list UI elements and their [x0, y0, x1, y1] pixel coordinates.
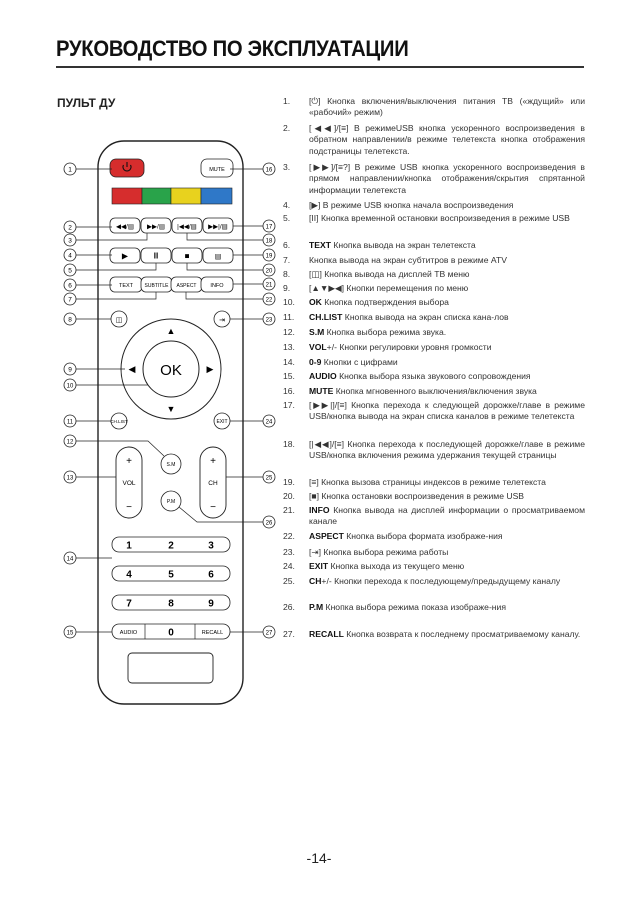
callout-6: 6 — [68, 282, 72, 290]
digit-3-key[interactable]: 3 — [208, 540, 214, 552]
volume-down[interactable]: − — [126, 502, 132, 513]
list-item: 25. CH+/- Кнопки перехода к последующему/предыдущему каналу — [283, 576, 561, 586]
list-item: 13. VOL+/- Кнопки регулировки уровня громкости — [283, 342, 492, 352]
list-item: 5. [II] Кнопка временной остановки воспроизведения в режиме USB — [283, 213, 570, 223]
channel-up[interactable]: + — [210, 456, 216, 467]
list-item: 1. [⏻] Кнопка включения/выключения питания ТВ («ждущий» или «рабочий» режим) — [283, 96, 585, 118]
digit-7-key[interactable]: 7 — [126, 598, 132, 610]
list-item: 20. [■] Кнопка остановки воспроизведения в режиме USB — [283, 491, 525, 501]
yellow-key[interactable] — [171, 188, 201, 204]
page-number: -14- — [306, 850, 332, 866]
stop-icon: ■ — [184, 251, 190, 261]
digit-8-key[interactable]: 8 — [168, 598, 174, 610]
callout-22: 22 — [265, 297, 273, 304]
callout-4: 4 — [68, 252, 72, 260]
list-item: 15. AUDIO Кнопка выбора языка звукового сопровождения — [283, 371, 531, 381]
list-item: 19. [≡] Кнопка вызова страницы индексов в режиме телетекста — [283, 477, 546, 487]
callout-21: 21 — [265, 282, 273, 289]
down-arrow-icon[interactable]: ▼ — [166, 404, 176, 414]
mute-label: MUTE — [209, 167, 225, 173]
list-item: 18. [|◀◀]/[≡] Кнопка перехода к последующей дорожке/главе в режиме USB/кнопка включения режима удержания текущей страницы — [283, 439, 585, 461]
callout-14: 14 — [66, 556, 74, 563]
exit-label: EXIT — [216, 419, 228, 425]
green-key[interactable] — [142, 188, 171, 204]
index-icon: ▤ — [214, 253, 222, 261]
list-item: 24. EXIT Кнопка выхода из текущего меню — [283, 561, 465, 571]
fast-forward-icon: ▶▶/▤ — [147, 223, 165, 231]
power-button[interactable] — [110, 159, 144, 177]
sound-mode-label: S.M — [166, 462, 176, 468]
callout-15: 15 — [66, 630, 74, 637]
callout-7: 7 — [68, 296, 72, 304]
ok-label: OK — [160, 362, 182, 379]
digit-4-key[interactable]: 4 — [126, 569, 132, 581]
up-arrow-icon[interactable]: ▲ — [166, 326, 176, 336]
callout-25: 25 — [265, 475, 273, 482]
list-item: 22. ASPECT Кнопка выбора формата изображе-ния — [283, 531, 503, 541]
digit-2-key[interactable]: 2 — [168, 540, 174, 552]
list-item: 21. INFO Кнопка вывода на дисплей информации о просматриваемом канале — [283, 505, 585, 527]
digit-5-key[interactable]: 5 — [168, 569, 174, 581]
list-item: 8. [◫] Кнопка вывода на дисплей ТВ меню — [283, 269, 470, 279]
callout-12: 12 — [66, 439, 74, 446]
list-item: 27. RECALL Кнопка возврата к последнему просматриваемому каналу. — [283, 629, 581, 639]
remote-control-diagram — [0, 0, 280, 720]
picture-mode-label: P.M — [166, 499, 176, 505]
callout-24: 24 — [265, 419, 273, 426]
list-item: 2. [◀◀]/[≡] В режимеUSB кнопка ускоренного воспроизведения в обратном направлении/в режиме телетекста кнопка отображения подстраницы телетекста. — [283, 123, 585, 156]
previous-icon: |◀◀/▤ — [177, 223, 197, 231]
right-arrow-icon[interactable]: ▶ — [206, 364, 214, 374]
red-key[interactable] — [112, 188, 142, 204]
info-button-label: INFO — [210, 283, 224, 289]
text-button-label: TEXT — [118, 283, 134, 289]
page-title: РУКОВОДСТВО ПО ЭКСПЛУАТАЦИИ — [56, 36, 409, 61]
list-item: 16. MUTE Кнопка мгновенного выключения/включения звука — [283, 386, 537, 396]
color-keys — [112, 188, 232, 204]
aspect-button-label: ASPECT — [176, 283, 197, 289]
rewind-icon: ◀◀/▤ — [116, 223, 134, 231]
audio-key[interactable]: AUDIO — [119, 630, 138, 636]
digit-9-key[interactable]: 9 — [208, 598, 214, 610]
callout-26: 26 — [265, 520, 273, 527]
list-item: 7. Кнопка вывода на экран субтитров в режиме ATV — [283, 255, 507, 265]
menu-icon: ◫ — [115, 317, 123, 324]
list-item: 17. [▶▶|]/[≡] Кнопка перехода к следующей дорожке/главе в режиме USB/кнопка вывода на экран списка каналов в режиме телетекста — [283, 400, 585, 422]
callout-3: 3 — [68, 237, 72, 245]
list-item: 3. [▶▶]/[≡?] В режиме USB кнопка ускоренного воспроизведения в прямом направлении/кнопка отображения/скрытия спрятанной информации телетекста — [283, 162, 585, 195]
callout-9: 9 — [68, 366, 72, 374]
callout-23: 23 — [265, 317, 273, 324]
subtitle-button-label: SUBTITLE — [144, 283, 169, 289]
callout-10: 10 — [66, 383, 74, 390]
volume-label: VOL — [122, 480, 136, 487]
callout-2: 2 — [68, 224, 72, 232]
digit-1-key[interactable]: 1 — [126, 540, 132, 552]
ir-window — [128, 653, 213, 683]
list-item: 9. [▲▼▶◀] Кнопки перемещения по меню — [283, 283, 469, 293]
digit-0-key[interactable]: 0 — [168, 627, 174, 639]
chlist-label: CH.LIST — [110, 419, 128, 424]
list-item: 12. S.M Кнопка выбора режима звука. — [283, 327, 447, 337]
digit-6-key[interactable]: 6 — [208, 569, 214, 581]
volume-up[interactable]: + — [126, 456, 132, 467]
pause-icon: II — [153, 251, 159, 261]
list-item: 14. 0-9 Кнопки с цифрами — [283, 357, 398, 367]
channel-down[interactable]: − — [210, 502, 216, 513]
callout-1: 1 — [68, 166, 72, 174]
callout-18: 18 — [265, 238, 273, 245]
callout-11: 11 — [66, 419, 74, 426]
left-arrow-icon[interactable]: ◀ — [128, 364, 136, 374]
next-icon: ▶▶|/▤ — [208, 223, 228, 231]
source-icon: ⇥ — [219, 317, 225, 324]
callout-16: 16 — [265, 167, 273, 174]
play-icon: ▶ — [121, 251, 129, 261]
callout-19: 19 — [265, 253, 273, 260]
list-item: 4. [▶] В режиме USB кнопка начала воспроизведения — [283, 200, 514, 210]
callout-8: 8 — [68, 316, 72, 324]
blue-key[interactable] — [201, 188, 232, 204]
callout-17: 17 — [265, 224, 273, 231]
list-item: 10. OK Кнопка подтверждения выбора — [283, 297, 449, 307]
list-item: 26. P.M Кнопка выбора режима показа изображе-ния — [283, 602, 507, 612]
callout-13: 13 — [66, 475, 74, 482]
list-item: 6. TEXT Кнопка вывода на экран телетекста — [283, 240, 476, 250]
callout-27: 27 — [265, 630, 273, 637]
callout-5: 5 — [68, 267, 72, 275]
channel-label: CH — [208, 480, 218, 487]
section-title: ПУЛЬТ ДУ — [57, 96, 116, 110]
recall-key[interactable]: RECALL — [201, 630, 224, 636]
callout-20: 20 — [265, 268, 273, 275]
list-item: 23. [⇥] Кнопка выбора режима работы — [283, 547, 449, 557]
list-item: 11. CH.LIST Кнопка вывода на экран списка кана-лов — [283, 312, 509, 322]
